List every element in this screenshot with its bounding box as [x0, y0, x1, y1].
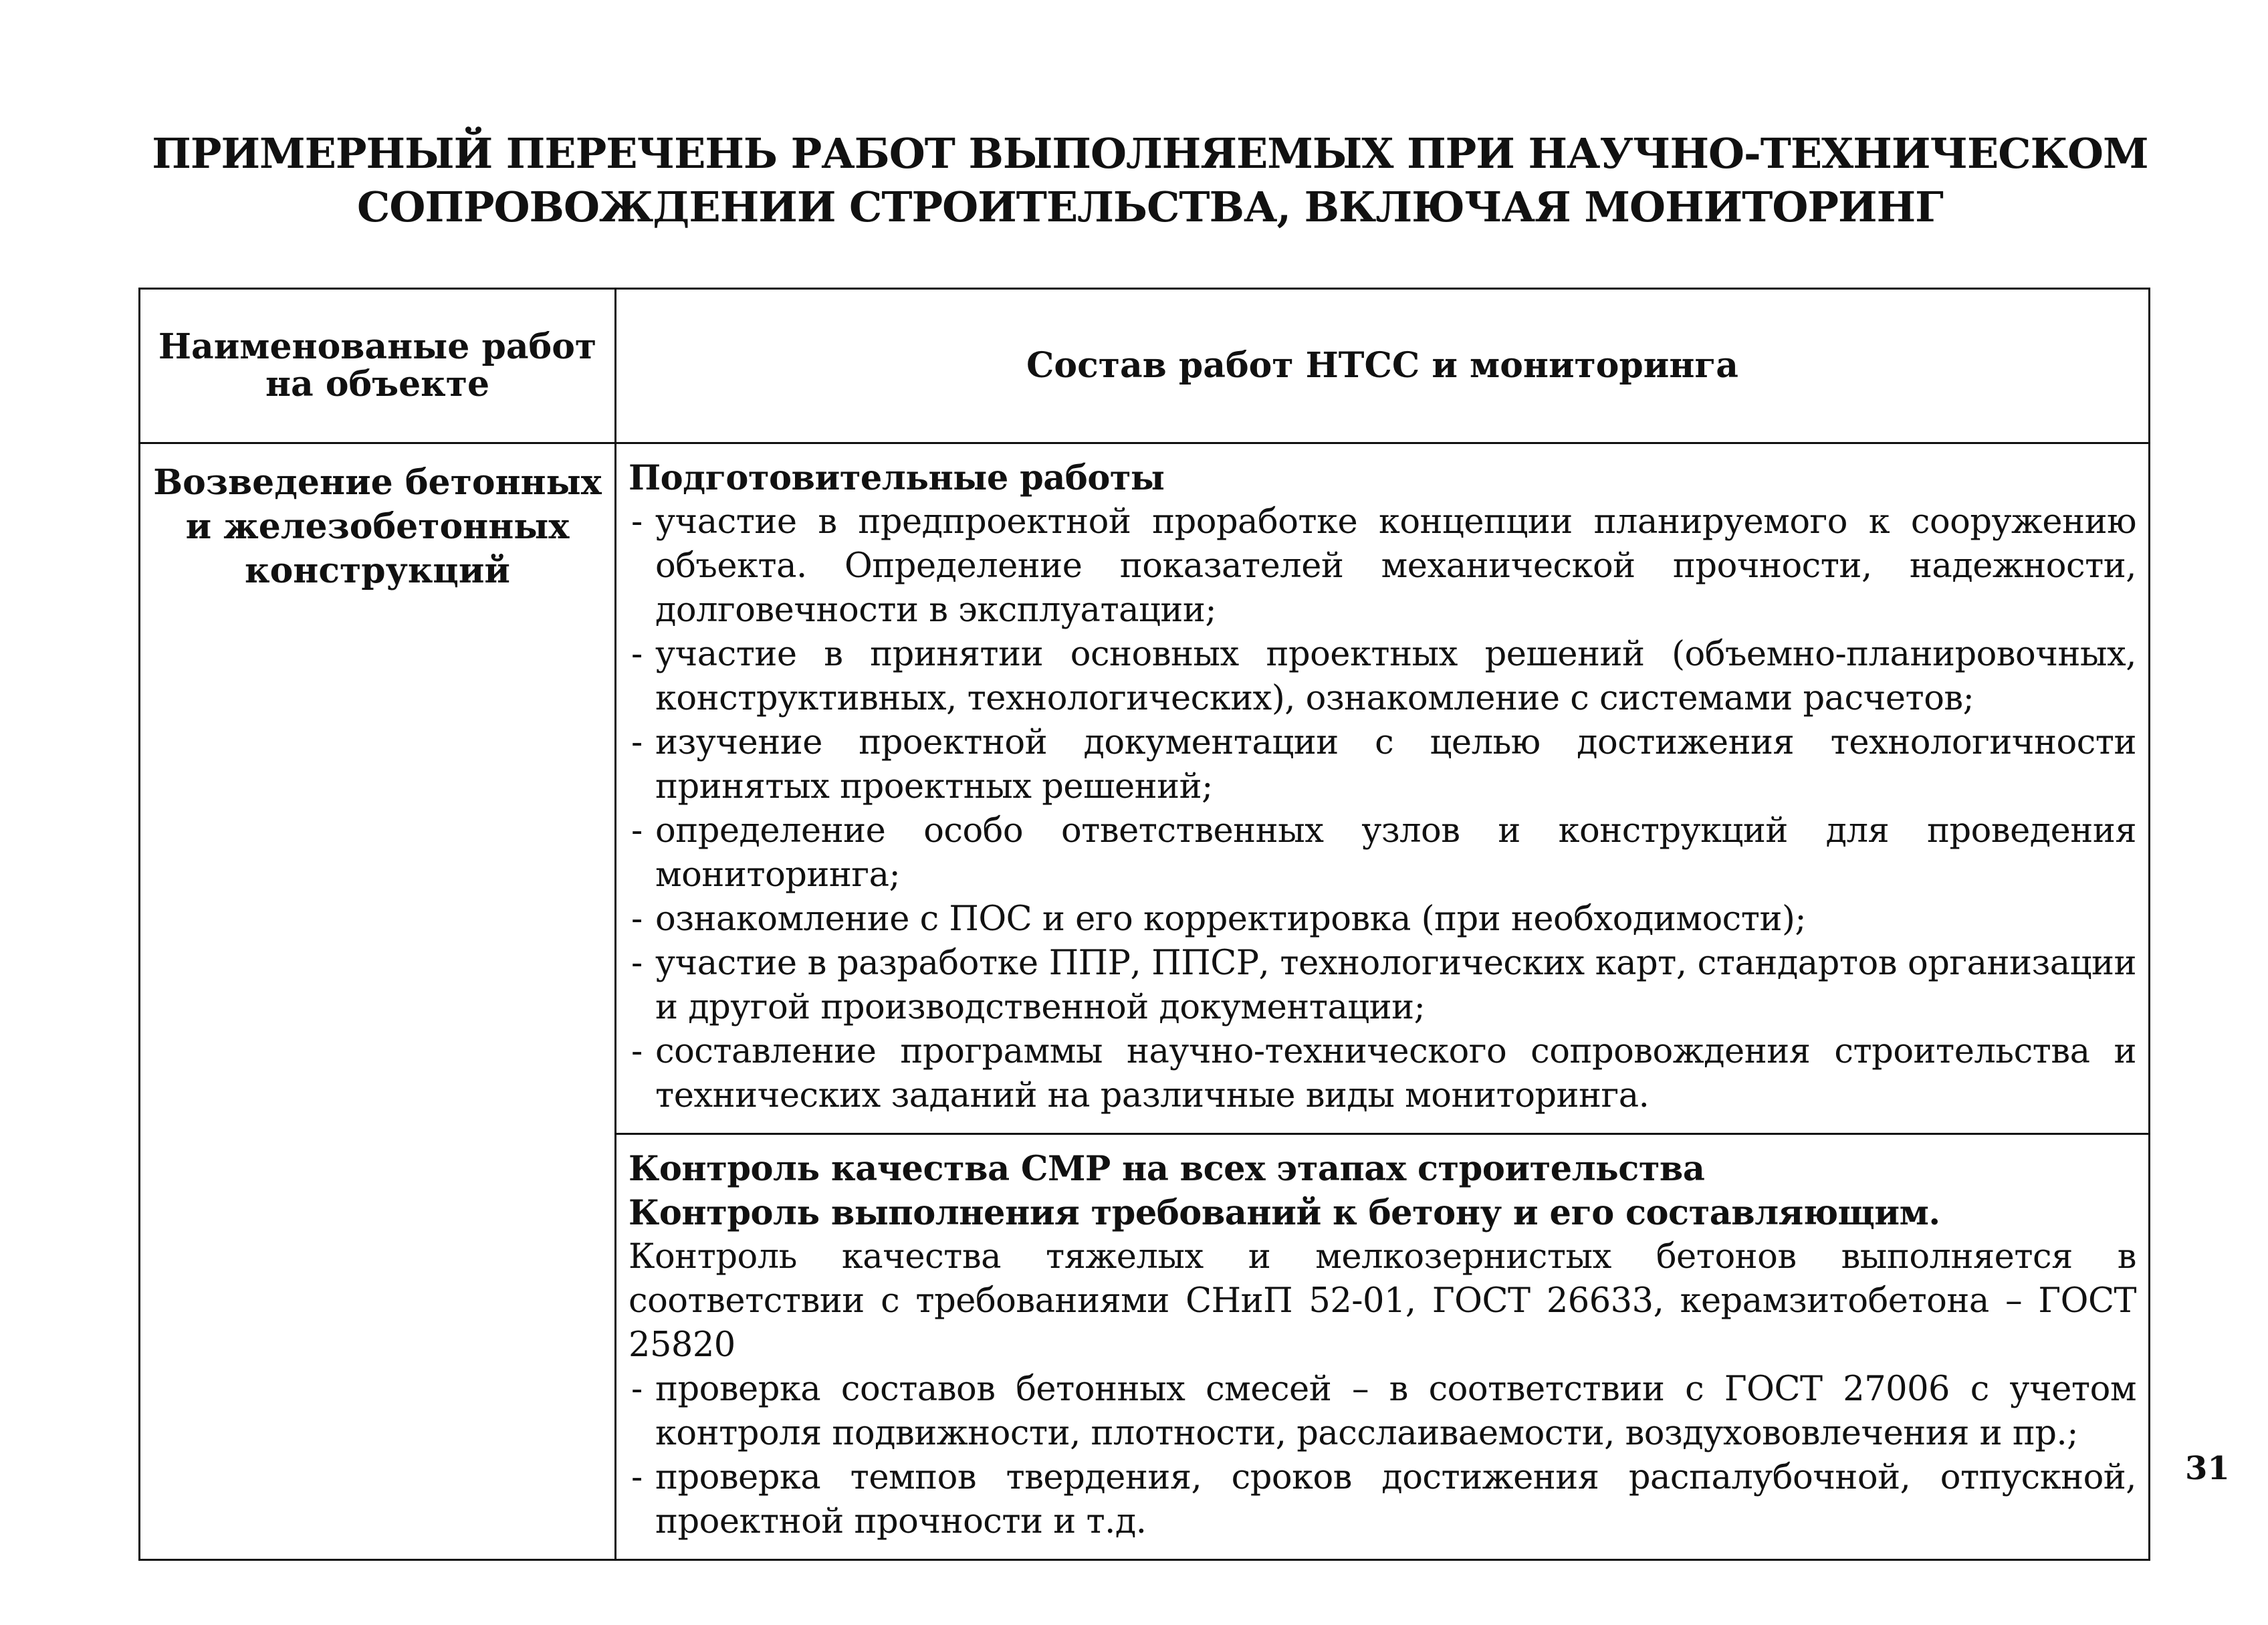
page-title-line-1: ПРИМЕРНЫЙ ПЕРЕЧЕНЬ РАБОТ ВЫПОЛНЯЕМЫХ ПРИ НАУЧНО-ТЕХНИЧЕСКОМ: [152, 129, 2148, 178]
page-title-line-2: СОПРОВОЖДЕНИИ СТРОИТЕЛЬСТВА, ВКЛЮЧАЯ МОНИТОРИНГ: [357, 183, 1943, 231]
page-number: 31: [2185, 1450, 2230, 1487]
quality-control-paragraph: Контроль качества тяжелых и мелкозернистых бетонов выполняется в соответствии с требованиями СНиП 52-01, ГОСТ 26633, керамзитобетона – ГОСТ 25820: [629, 1237, 2136, 1365]
list-item: - изучение проектной документации с целью достижения технологичности принятых проектных решений;: [629, 721, 2136, 809]
list-item: - проверка составов бетонных смесей – в соответствии с ГОСТ 27006 с учетом контроля подвижности, плотности, расслаиваемости, воздухововлечения и пр.;: [629, 1368, 2136, 1456]
table-row: [140, 443, 2150, 1134]
header-cell-composition: [616, 289, 2150, 443]
page-title: [0, 127, 2268, 234]
header-object-works-line-2: на объекте: [265, 364, 490, 405]
table-header-row: [140, 289, 2150, 443]
quality-control-cell: [616, 1134, 2150, 1560]
object-name-line-1: Возведение бетонных: [153, 462, 602, 503]
object-name-cell: [140, 443, 616, 1560]
object-name-line-2: и железобетонных: [185, 506, 570, 547]
preparatory-works-cell: [616, 443, 2150, 1134]
works-table: [138, 288, 2150, 1561]
list-item: - участие в принятии основных проектных решений (объемно-планировочных, конструктивных, технологических), ознакомление с системами расчетов;: [629, 633, 2136, 721]
object-name-line-3: конструкций: [245, 550, 510, 591]
header-cell-object-works: [140, 289, 616, 443]
preparatory-works-heading: Подготовительные работы: [629, 458, 1165, 498]
list-item: - определение особо ответственных узлов и конструкций для проведения мониторинга;: [629, 809, 2136, 897]
quality-control-list: [629, 1368, 2136, 1544]
list-item: - составление программы научно-технического сопровождения строительства и технических заданий на различные виды мониторинга.: [629, 1030, 2136, 1118]
header-composition-label: Состав работ НТСС и мониторинга: [1026, 345, 1738, 386]
list-item: - участие в разработке ППР, ППСР, технологических карт, стандартов организации и другой производственной документации;: [629, 942, 2136, 1030]
list-item: - ознакомление с ПОС и его корректировка (при необходимости);: [629, 897, 2136, 942]
list-item: - участие в предпроектной проработке концепции планируемого к сооружению объекта. Определение показателей механической прочности, надежности, долговечности в эксплуатации;: [629, 500, 2136, 633]
header-object-works-line-1: Наименованые работ: [158, 326, 597, 367]
concrete-requirements-heading: Контроль выполнения требований к бетону и его составляющим.: [629, 1193, 1940, 1233]
list-item: - проверка темпов твердения, сроков достижения распалубочной, отпускной, проектной прочности и т.д.: [629, 1456, 2136, 1544]
quality-control-heading: Контроль качества СМР на всех этапах строительства: [629, 1149, 1705, 1189]
preparatory-works-list: [629, 500, 2136, 1118]
